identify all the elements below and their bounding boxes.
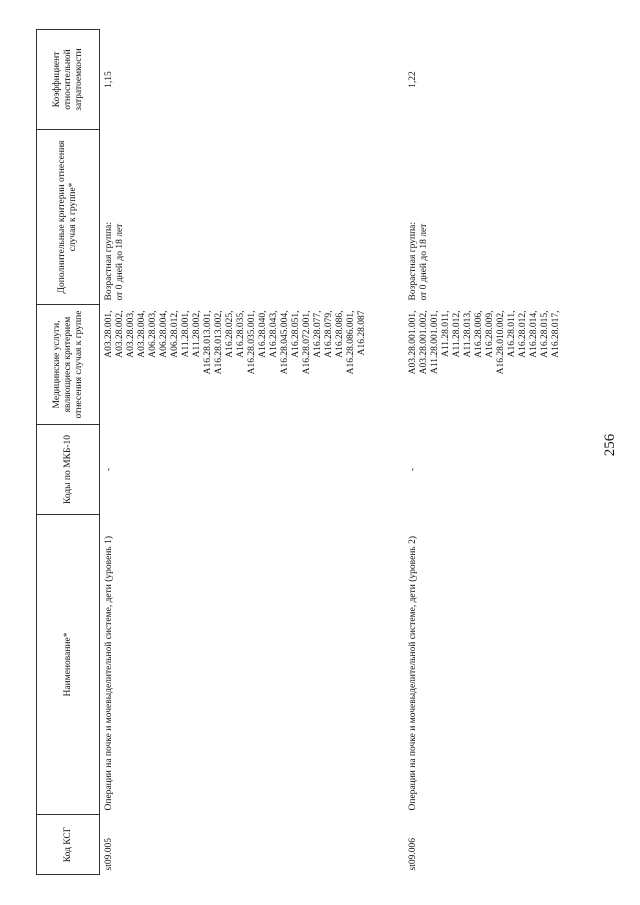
list-line: A16.28.011, — [507, 310, 517, 358]
list-line: A11.28.002, — [192, 310, 202, 358]
ksg-name: Операции на почке и мочевыделительной системе, дети (уровень 2) — [408, 535, 418, 811]
medical-services — [404, 305, 628, 425]
header-mkb-codes: Коды по МКБ-10 — [37, 425, 100, 515]
additional-criteria — [404, 130, 628, 305]
list-line: A11.28.001.001, — [430, 310, 440, 375]
list-line: A16.28.014, — [529, 310, 539, 358]
list-line: A16.28.017, — [551, 310, 561, 358]
header-name: Наименование* — [37, 515, 100, 815]
list-line: A11.28.013, — [463, 310, 473, 358]
list-line: A16.28.012, — [518, 310, 528, 358]
list-line: A16.28.009, — [485, 310, 495, 358]
list-line: A03.28.001.001, — [408, 310, 418, 375]
list-line: A16.28.013.001, — [203, 310, 213, 375]
coefficient: 1,15 — [104, 71, 114, 88]
table-row — [404, 30, 628, 875]
list-line: A16.28.072.001, — [302, 310, 312, 375]
list-line: от 0 дней до 18 лет — [419, 223, 429, 301]
list-line: A16.28.086.001, — [346, 310, 356, 375]
list-line: A16.28.015, — [540, 310, 550, 358]
list-line: A16.28.045.004, — [280, 310, 290, 375]
list-line: A16.28.086, — [335, 310, 345, 358]
list-line: A03.28.004, — [137, 310, 147, 358]
additional-criteria — [100, 130, 405, 305]
list-line: A16.28.035.001, — [247, 310, 257, 375]
coefficient: 1,22 — [408, 71, 418, 88]
list-line: A06.28.004, — [159, 310, 169, 358]
ksg-name: Операции на почке и мочевыделительной системе, дети (уровень 1) — [104, 535, 114, 811]
list-line: A11.28.011, — [441, 310, 451, 358]
mkb-codes: - — [408, 467, 418, 472]
list-line: Возрастная группа: — [408, 221, 418, 301]
list-line: A16.28.025, — [225, 310, 235, 358]
list-line: A16.28.077, — [313, 310, 323, 358]
list-line: A16.28.051, — [291, 310, 301, 358]
list-line: A03.28.003, — [126, 310, 136, 358]
list-line: Возрастная группа: — [104, 221, 114, 301]
list-line: A16.28.006, — [474, 310, 484, 358]
list-line: A03.28.002, — [115, 310, 125, 358]
list-line: A16.28.013.002, — [214, 310, 224, 375]
list-line: A06.28.003, — [148, 310, 158, 358]
list-line: A03.28.001, — [104, 310, 114, 358]
mkb-codes: - — [104, 467, 114, 472]
list-line: A03.28.001.002, — [419, 310, 429, 375]
header-coefficient: Коэффициент относительной затратоемкости — [37, 30, 100, 130]
ksg-code: st09.006 — [408, 838, 418, 871]
list-line: A16.28.035, — [236, 310, 246, 358]
table-row — [100, 30, 405, 875]
list-line: A16.28.079, — [324, 310, 334, 358]
table-header-row — [37, 30, 100, 875]
list-line: A11.28.012, — [452, 310, 462, 358]
header-ksg-code: Код КСГ — [37, 815, 100, 875]
list-line: A06.28.012, — [170, 310, 180, 358]
header-medical-services: Медицинские услуги, являющиеся критерием отнесения случая к группе — [37, 305, 100, 425]
list-line: A16.28.040, — [258, 310, 268, 358]
ksg-code: st09.005 — [104, 838, 114, 871]
header-additional-criteria: Дополнительные критерии отнесения случая к группе* — [37, 130, 100, 305]
list-line: от 0 дней до 18 лет — [115, 223, 125, 301]
list-line: A16.28.043, — [269, 310, 279, 358]
page-number: 256 — [602, 433, 618, 457]
list-line: A16.28.087 — [357, 310, 367, 356]
list-line: A11.28.001, — [181, 310, 191, 358]
medical-services — [100, 305, 405, 425]
list-line: A16.28.010.002, — [496, 310, 506, 375]
ksg-table — [36, 29, 628, 875]
